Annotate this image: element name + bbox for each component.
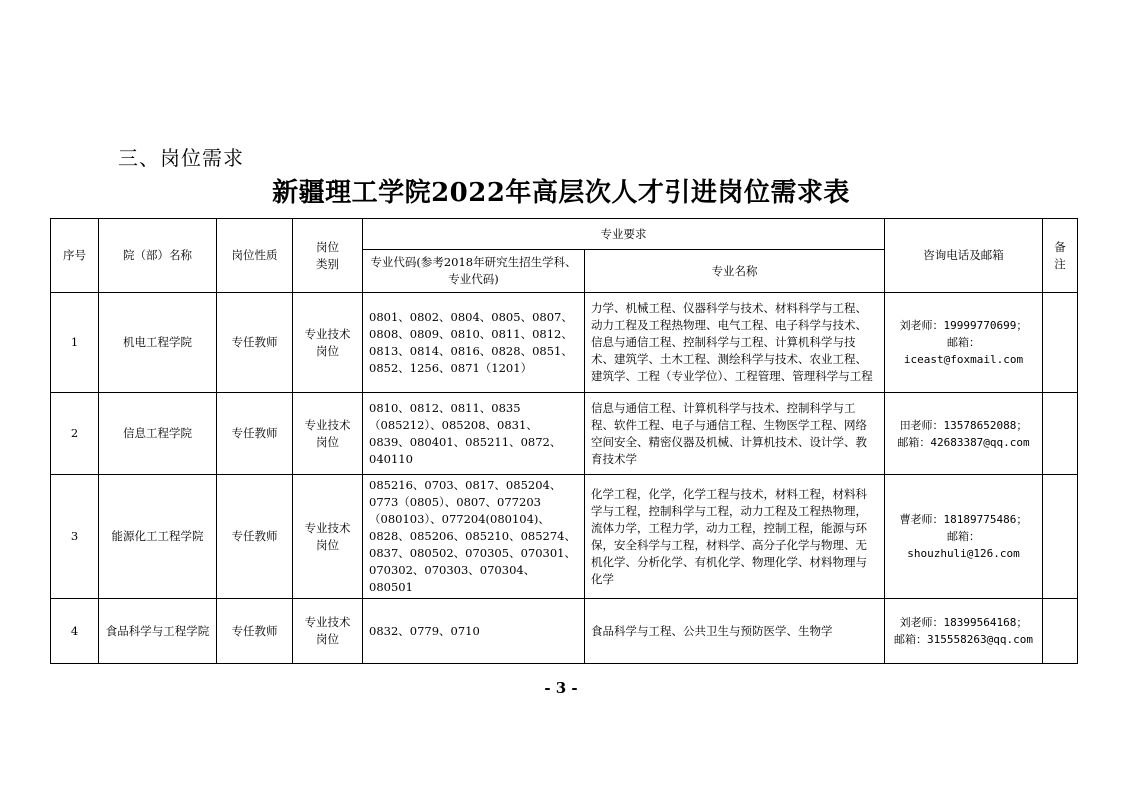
contact-person: 刘老师：19999770699； <box>899 319 1028 332</box>
contact-email: 邮箱：iceast@foxmail.com <box>903 336 1024 366</box>
row-contact <box>885 599 1043 664</box>
header-remark: 备 注 <box>1043 219 1078 293</box>
row-contact <box>885 475 1043 599</box>
row-category: 专业技术 岗位 <box>293 475 363 599</box>
row-college: 食品科学与工程学院 <box>99 599 217 664</box>
row-category: 专业技术 岗位 <box>293 293 363 393</box>
row-remark <box>1043 599 1078 664</box>
row-major-codes: 0810、0812、0811、0835（085212）、085208、0831、0839、080401、085211、0872、040110 <box>363 393 585 475</box>
row-remark <box>1043 293 1078 393</box>
header-major-requirements: 专业要求 <box>363 219 885 250</box>
row-nature: 专任教师 <box>217 599 293 664</box>
contact-email: 邮箱：shouzhuli@126.com <box>907 530 1020 560</box>
row-remark <box>1043 393 1078 475</box>
row-major-codes: 0801、0802、0804、0805、0807、0808、0809、0810、0811、0812、0813、0814、0816、0828、0851、0852、1256、0871（1201） <box>363 293 585 393</box>
row-seq: 4 <box>51 599 99 664</box>
row-seq: 3 <box>51 475 99 599</box>
row-college: 能源化工工程学院 <box>99 475 217 599</box>
table-header-row <box>51 219 1078 250</box>
row-remark <box>1043 475 1078 599</box>
contact-email: 邮箱：42683387@qq.com <box>897 435 1030 449</box>
row-major-names: 食品科学与工程、公共卫生与预防医学、生物学 <box>585 599 885 664</box>
header-contact: 咨询电话及邮箱 <box>885 219 1043 293</box>
row-major-names: 信息与通信工程、计算机科学与技术、控制科学与工程、软件工程、电子与通信工程、生物医学工程、网络空间安全、精密仪器及机械、计算机技术、设计学、教育技术学 <box>585 393 885 475</box>
row-category: 专业技术 岗位 <box>293 599 363 664</box>
table-row <box>51 599 1078 664</box>
row-nature: 专任教师 <box>217 293 293 393</box>
section-heading: 三、岗位需求 <box>118 146 244 170</box>
header-college: 院（部）名称 <box>99 219 217 293</box>
contact-email: 邮箱：315558263@qq.com <box>894 633 1033 646</box>
contact-person: 刘老师：18399564168； <box>899 616 1028 629</box>
table-row <box>51 393 1078 475</box>
table-row <box>51 293 1078 393</box>
header-major-codes: 专业代码(参考2018年研究生招生学科、 专业代码) <box>363 250 585 293</box>
row-seq: 2 <box>51 393 99 475</box>
row-contact <box>885 293 1043 393</box>
header-nature: 岗位性质 <box>217 219 293 293</box>
row-nature: 专任教师 <box>217 393 293 475</box>
position-requirements-table <box>50 218 1078 664</box>
page-title: 新疆理工学院2022年高层次人才引进岗位需求表 <box>272 178 850 208</box>
row-college: 信息工程学院 <box>99 393 217 475</box>
row-college: 机电工程学院 <box>99 293 217 393</box>
row-major-names: 力学、机械工程、仪器科学与技术、材料科学与工程、动力工程及工程热物理、电气工程、电子科学与技术、信息与通信工程、控制科学与工程、计算机科学与技术、建筑学、土木工程、测绘科学与技术、农业工程、建筑学、工程（专业学位）、工程管理、管理科学与工程 <box>585 293 885 393</box>
row-seq: 1 <box>51 293 99 393</box>
header-seq: 序号 <box>51 219 99 293</box>
row-major-names: 化学工程，化学，化学工程与技术，材料工程，材料科学与工程，控制科学与工程，动力工程及工程热物理，流体力学，工程力学，动力工程，控制工程，能源与环保，安全科学与工程，材料学、高分子化学与物理、无机化学、分析化学、有机化学、物理化学、材料物理与化学 <box>585 475 885 599</box>
row-contact <box>885 393 1043 475</box>
row-major-codes: 085216、0703、0817、085204、0773（0805）、0807、077203（080103）、077204(080104)、0828、085206、085210、085274、0837、080502、070305、070301、070302、070303、070304、080501 <box>363 475 585 599</box>
page-number: - 3 - <box>544 679 578 697</box>
header-major-names: 专业名称 <box>585 250 885 293</box>
row-major-codes: 0832、0779、0710 <box>363 599 585 664</box>
header-category: 岗位 类别 <box>293 219 363 293</box>
table-row <box>51 475 1078 599</box>
contact-person: 曹老师：18189775486； <box>899 513 1028 526</box>
row-nature: 专任教师 <box>217 475 293 599</box>
contact-person: 田老师：13578652088； <box>899 418 1028 432</box>
row-category: 专业技术 岗位 <box>293 393 363 475</box>
